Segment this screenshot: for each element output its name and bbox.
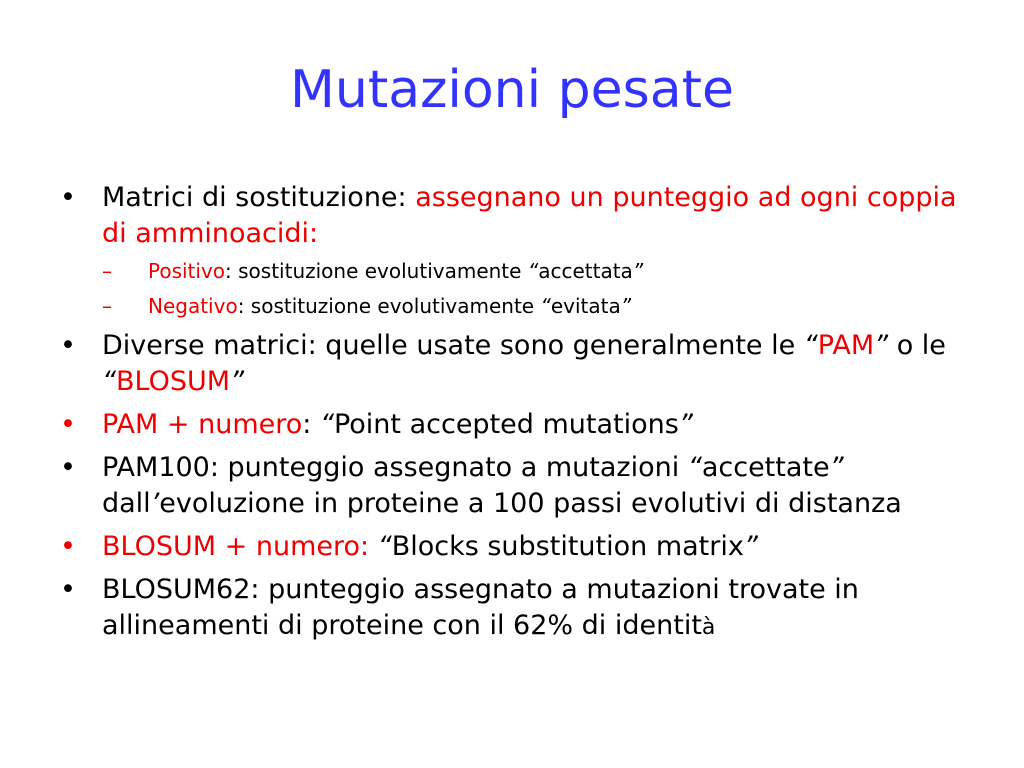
sub-bullet-list (102, 256, 980, 321)
bullet-text: Diverse matrici: quelle usate sono generalmente le (102, 330, 804, 361)
quote-close: ” (874, 330, 889, 361)
slide-title: Mutazioni pesate (290, 60, 734, 120)
quote-open: “ (803, 330, 818, 361)
quote-open: “ (102, 366, 116, 397)
sub-bullet-label: Negativo (148, 294, 238, 318)
quote-open: “ (527, 259, 539, 283)
bullet-text-suffix: à (701, 615, 716, 640)
quoted-text: accettata (538, 259, 633, 283)
sub-bullet-marker: – (102, 259, 112, 283)
quoted-text: evitata (550, 294, 621, 318)
bullet-marker: • (60, 452, 76, 483)
bullet-text: Blocks substitution matrix (391, 531, 744, 562)
bullet-text: dall (102, 488, 151, 519)
quote-close: ” (678, 409, 693, 440)
sub-bullet-marker: – (102, 294, 112, 318)
apostrophe: ’ (150, 488, 160, 519)
sub-bullet-text: : sostituzione evolutivamente (237, 294, 541, 318)
bullet-marker: • (60, 531, 76, 562)
bullet-marker: • (60, 409, 76, 440)
bullet-text: Matrici di sostituzione: (102, 182, 416, 213)
sub-bullet-label: Positivo (148, 259, 226, 283)
quote-open: “ (540, 294, 551, 318)
pam-term: PAM (817, 330, 875, 361)
bullet-marker: • (60, 330, 76, 361)
bullet-pam-definition (60, 407, 980, 443)
bullet-text: PAM100: punteggio assegnato a mutazioni (102, 452, 688, 483)
bullet-colon: : (302, 409, 320, 440)
bullet-text: o le (888, 330, 946, 361)
quote-close: ” (743, 531, 758, 562)
bullet-substitution-matrices (60, 180, 980, 321)
quote-close: ” (230, 366, 245, 397)
bullet-text: Point accepted mutations (333, 409, 679, 440)
bullet-label: PAM + numero (102, 409, 303, 440)
bullet-matrix-types (60, 328, 980, 400)
quote-open: “ (687, 452, 702, 483)
quoted-text: accettate (701, 452, 830, 483)
bullet-list (60, 180, 980, 653)
bullet-blosum62 (60, 572, 980, 646)
quote-close: ” (829, 452, 844, 483)
bullet-marker: • (60, 574, 76, 605)
quote-close: ” (632, 259, 644, 283)
bullet-text: BLOSUM62: punteggio assegnato a mutazioni trovate in allineamenti di proteine con il 62% di identit (102, 574, 859, 641)
quote-close: ” (620, 294, 632, 318)
bullet-pam100 (60, 450, 980, 522)
bullet-blosum-definition (60, 529, 980, 565)
blosum-term: BLOSUM (116, 366, 231, 397)
sub-bullet-negative (102, 291, 980, 321)
sub-bullet-text: : sostituzione evolutivamente (225, 259, 528, 283)
bullet-text: evoluzione in proteine a 100 passi evolutivi di distanza (159, 488, 902, 519)
bullet-marker: • (60, 182, 76, 213)
bullet-emphasis: assegnano un punteggio ad ogni coppia di amminoacidi: (102, 182, 957, 249)
bullet-label: BLOSUM + numero: (102, 531, 378, 562)
quote-open: “ (377, 531, 392, 562)
quote-open: “ (319, 409, 334, 440)
sub-bullet-positive (102, 256, 980, 286)
